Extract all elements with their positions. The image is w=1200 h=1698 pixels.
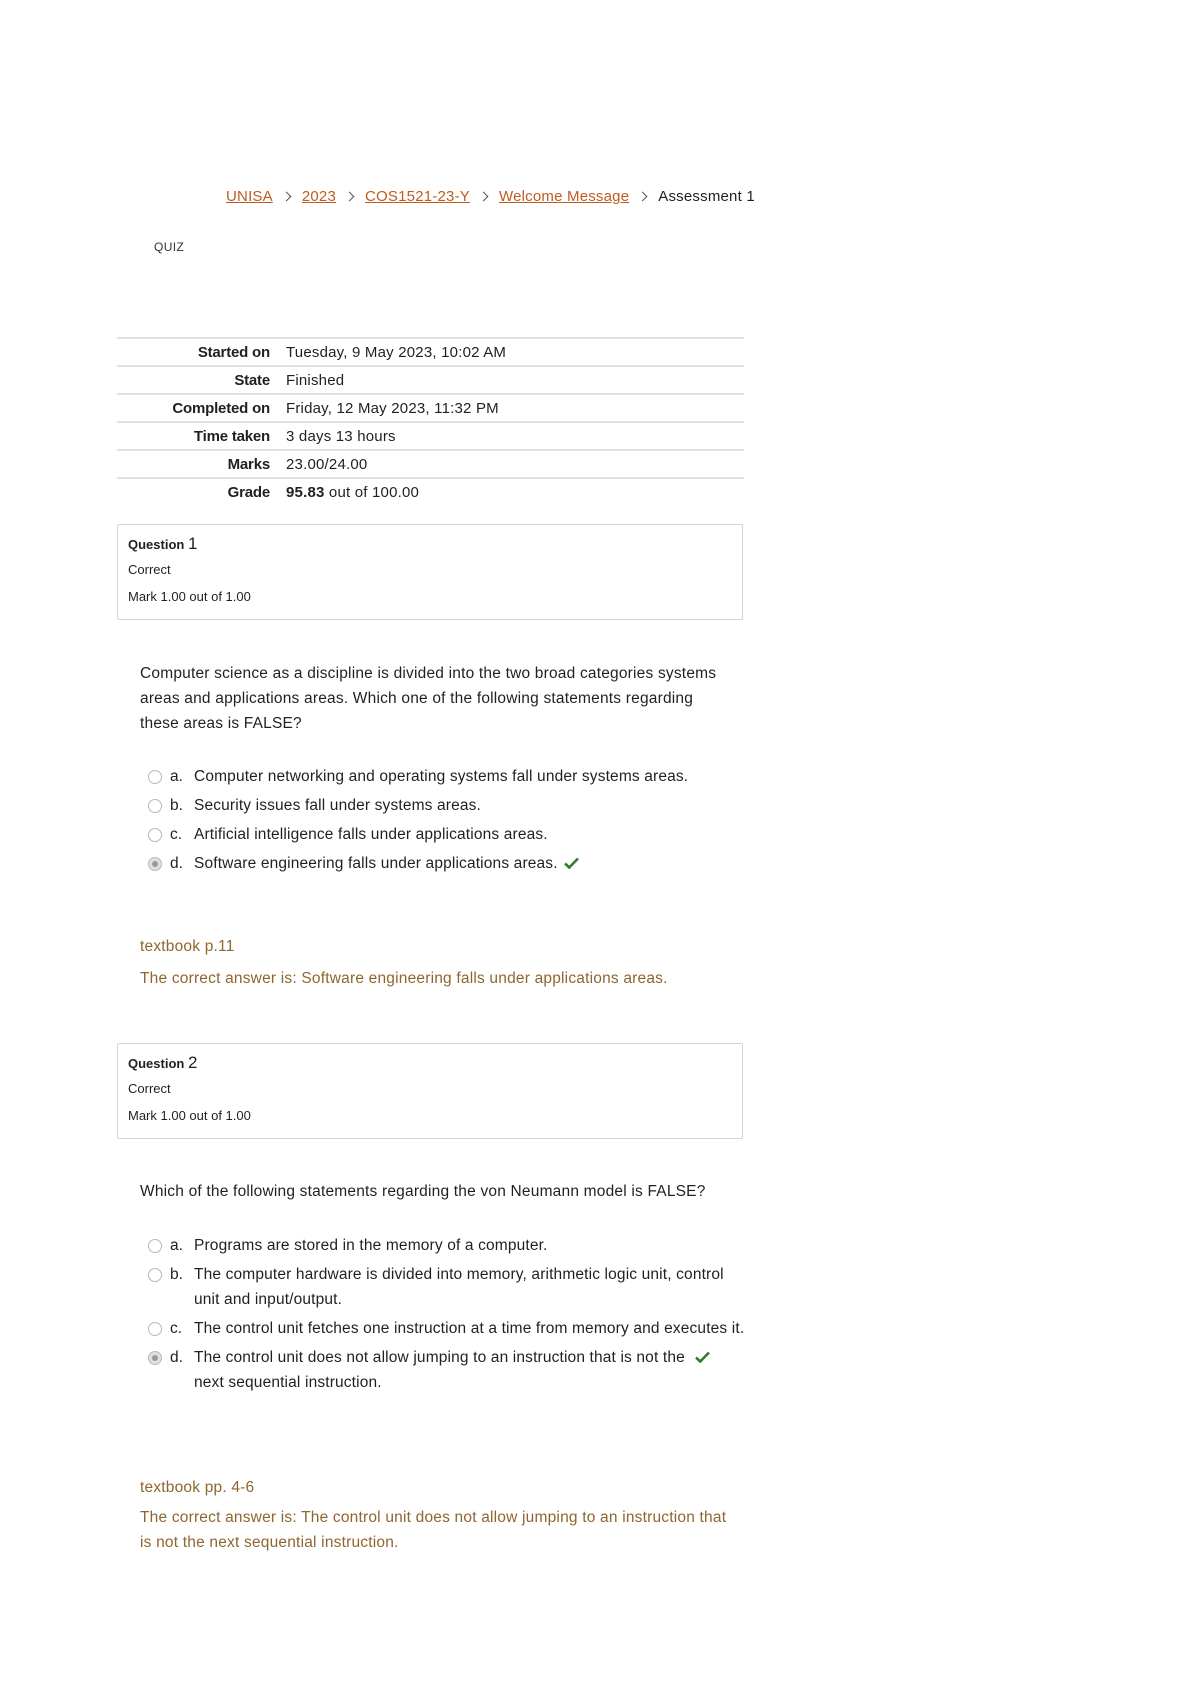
summary-value: 3 days 13 hours	[286, 427, 396, 445]
answer-text: Computer networking and operating systems fall under systems areas.	[194, 768, 689, 785]
answer-text: Software engineering falls under applications areas.	[194, 855, 558, 872]
question-info-2	[117, 1043, 743, 1139]
question-text: Which of the following statements regarding the von Neumann model is FALSE?	[140, 1183, 706, 1200]
summary-row	[117, 338, 744, 366]
answer-option-selected	[148, 1345, 748, 1395]
question-grade: Mark 1.00 out of 1.00	[128, 589, 251, 604]
answer-radio-selected[interactable]	[148, 857, 162, 871]
summary-row	[117, 478, 744, 506]
question-title	[128, 534, 732, 556]
answer-option	[148, 1262, 748, 1312]
answer-text-wrap	[192, 851, 579, 876]
answer-radio[interactable]	[148, 1239, 162, 1253]
answer-text: Security issues fall under systems areas.	[194, 797, 481, 814]
question-title	[128, 1053, 732, 1075]
chevron-right-icon	[283, 190, 292, 204]
answer-option	[148, 822, 748, 847]
answer-radio-selected[interactable]	[148, 1351, 162, 1365]
answer-letter: b.	[170, 1266, 183, 1283]
summary-label: Started on	[197, 343, 270, 361]
summary-label: State	[234, 371, 270, 389]
question-number: 2	[187, 1053, 198, 1072]
quiz-summary-table	[117, 337, 744, 506]
breadcrumb-link-unisa[interactable]: UNISA	[226, 188, 273, 205]
answer-text: The control unit does not allow jumping to an instruction that is not the next sequential instruction.	[194, 1349, 685, 1391]
question-prefix: Question	[128, 537, 185, 552]
answer-radio[interactable]	[148, 828, 162, 842]
summary-row	[117, 366, 744, 394]
chevron-right-icon	[346, 190, 355, 204]
grade-out-of: out of 100.00	[324, 484, 420, 501]
answer-radio[interactable]	[148, 799, 162, 813]
check-icon	[695, 1345, 710, 1395]
answer-radio[interactable]	[148, 770, 162, 784]
feedback-reference: textbook p.11	[140, 938, 235, 955]
answer-letter: d.	[170, 1349, 183, 1366]
summary-label: Completed on	[172, 399, 270, 417]
summary-grade-value	[278, 478, 744, 506]
answer-letter: a.	[170, 1237, 183, 1254]
breadcrumb	[226, 188, 755, 205]
answer-text-wrap	[192, 1345, 710, 1395]
chevron-right-icon	[480, 190, 489, 204]
question-prefix: Question	[128, 1056, 185, 1071]
question-info-1	[117, 524, 743, 620]
summary-label: Marks	[227, 455, 270, 473]
answer-letter: d.	[170, 855, 183, 872]
summary-label: Time taken	[193, 427, 270, 445]
answer-option	[148, 1233, 748, 1258]
answer-list	[148, 764, 748, 880]
answer-text: Programs are stored in the memory of a computer.	[194, 1237, 548, 1254]
feedback-reference: textbook pp. 4-6	[140, 1479, 255, 1496]
answer-list	[148, 1233, 748, 1399]
answer-radio[interactable]	[148, 1268, 162, 1282]
answer-text: Artificial intelligence falls under applications areas.	[194, 826, 548, 843]
breadcrumb-link-course[interactable]: COS1521-23-Y	[365, 188, 470, 205]
breadcrumb-link-year[interactable]: 2023	[301, 188, 337, 205]
summary-row	[117, 422, 744, 450]
summary-value: 23.00/24.00	[286, 455, 368, 473]
question-state: Correct	[128, 562, 171, 577]
answer-radio[interactable]	[148, 1322, 162, 1336]
activity-type-label: QUIZ	[154, 240, 185, 254]
answer-text: The control unit fetches one instruction at a time from memory and executes it.	[194, 1320, 745, 1337]
breadcrumb-link-welcome[interactable]: Welcome Message	[498, 188, 630, 205]
summary-row	[117, 450, 744, 478]
summary-value: Tuesday, 9 May 2023, 10:02 AM	[286, 343, 507, 361]
answer-option	[148, 764, 748, 789]
answer-letter: b.	[170, 797, 183, 814]
question-number: 1	[187, 534, 198, 553]
answer-text: The computer hardware is divided into memory, arithmetic logic unit, control unit and input/output.	[194, 1266, 724, 1308]
summary-value: Finished	[286, 371, 345, 389]
answer-option-selected	[148, 851, 748, 876]
feedback-right-answer: The correct answer is: The control unit does not allow jumping to an instruction that is not the next sequential instruction.	[140, 1509, 727, 1551]
check-icon	[564, 851, 579, 876]
summary-label: Grade	[227, 484, 270, 501]
answer-letter: c.	[170, 826, 183, 843]
question-state: Correct	[128, 1081, 171, 1096]
answer-option	[148, 793, 748, 818]
feedback-right-answer: The correct answer is: Software engineering falls under applications areas.	[140, 970, 668, 987]
grade-score: 95.83	[286, 484, 325, 501]
question-text: Computer science as a discipline is divided into the two broad categories systems areas and applications areas. Which one of the following statements regarding these areas is FALSE?	[140, 665, 717, 732]
answer-option	[148, 1316, 748, 1341]
summary-row	[117, 394, 744, 422]
answer-letter: c.	[170, 1320, 183, 1337]
breadcrumb-current: Assessment 1	[658, 188, 755, 205]
summary-value: Friday, 12 May 2023, 11:32 PM	[286, 399, 499, 417]
answer-letter: a.	[170, 768, 183, 785]
question-grade: Mark 1.00 out of 1.00	[128, 1108, 251, 1123]
chevron-right-icon	[639, 190, 648, 204]
